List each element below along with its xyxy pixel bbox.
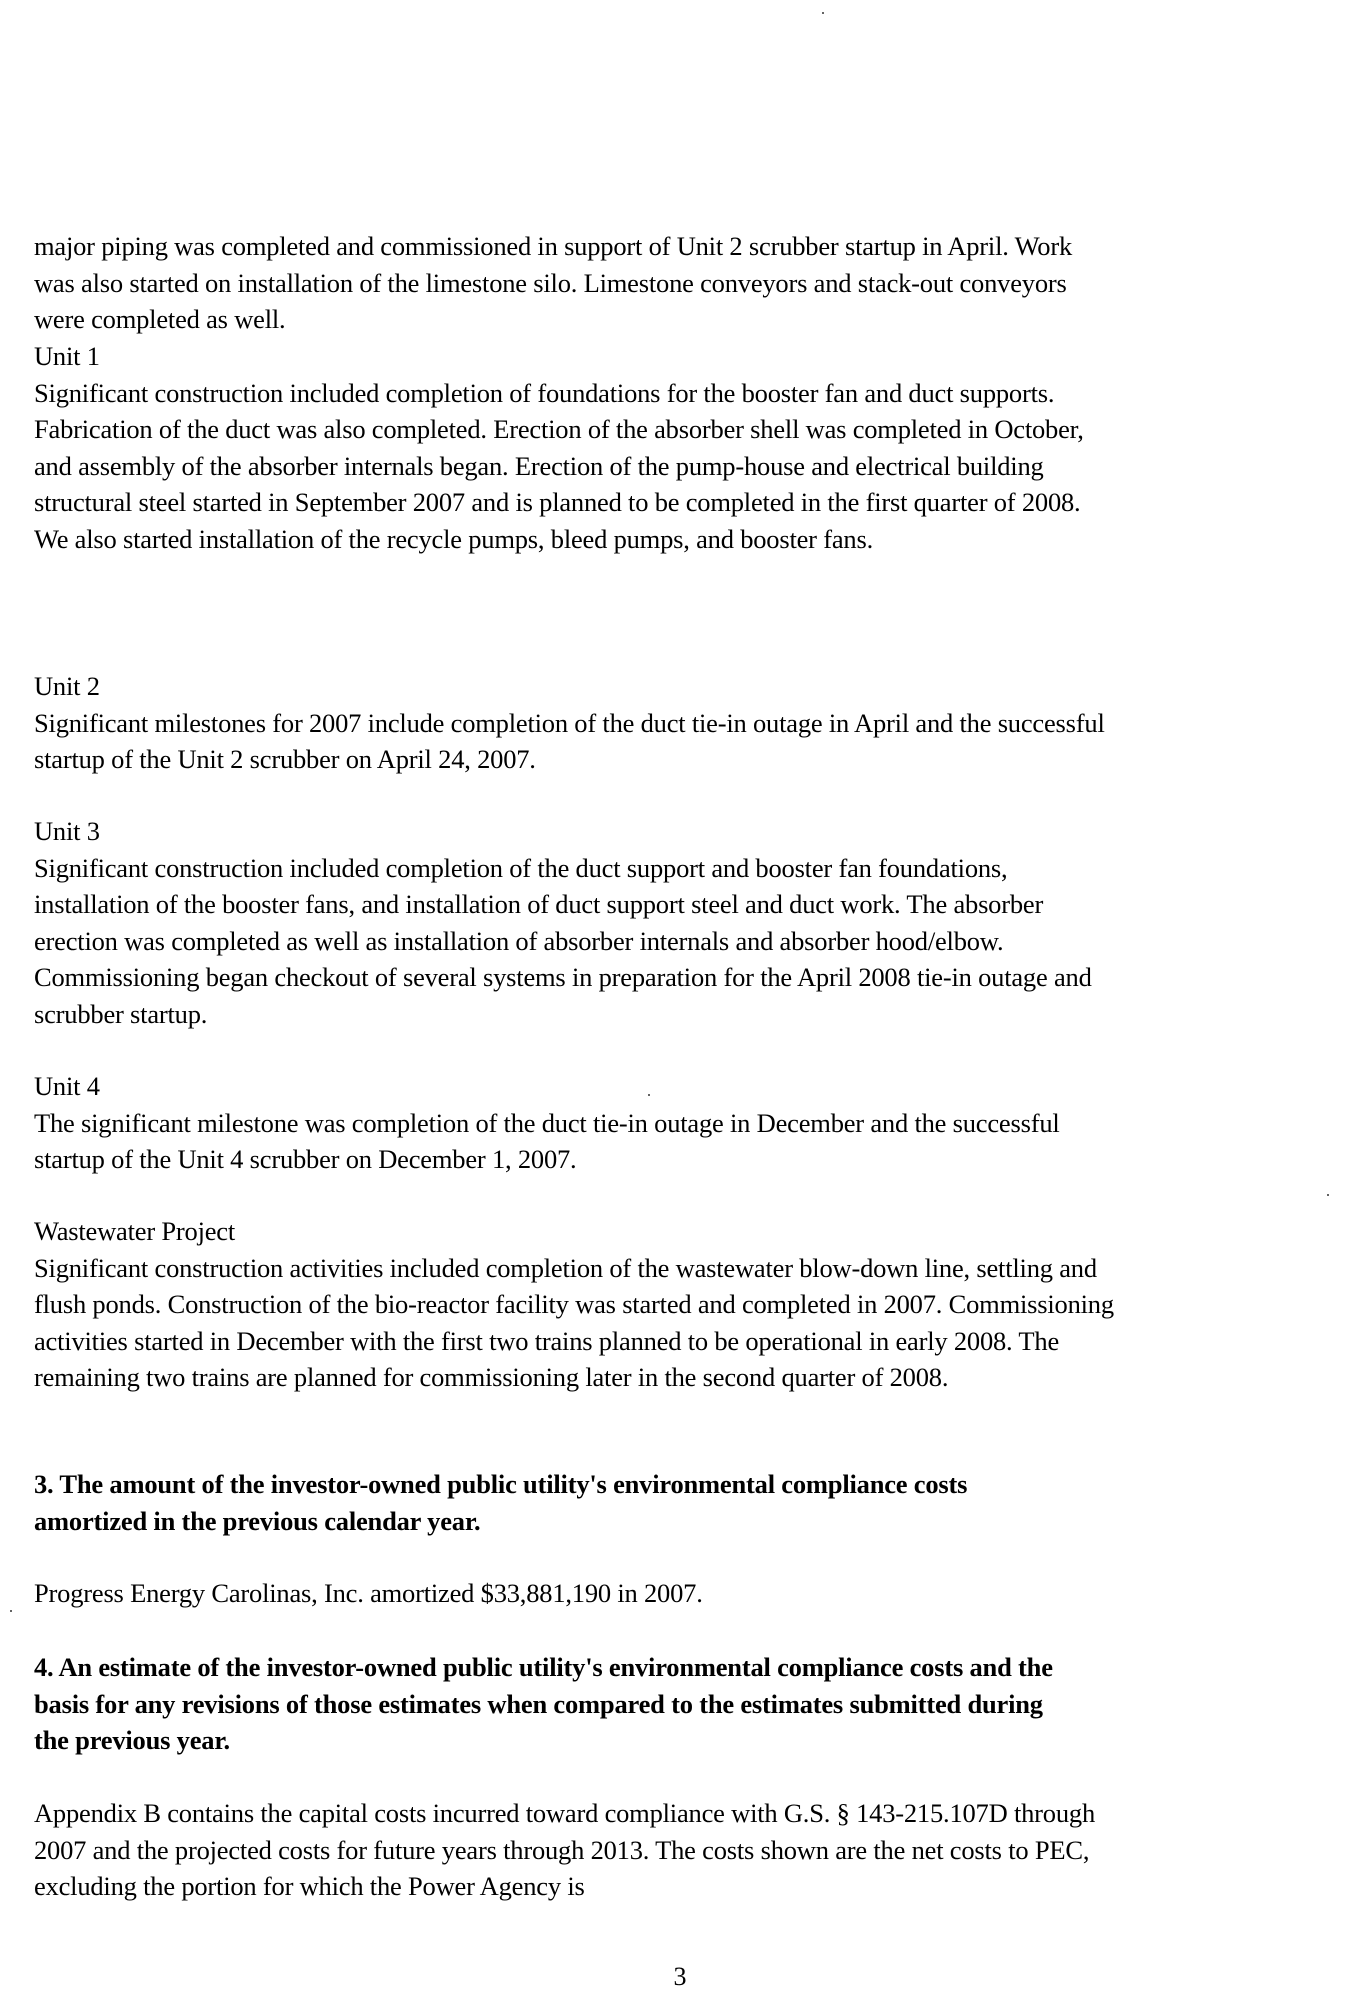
unit-2-section	[34, 668, 1114, 778]
unit-1-text: Significant construction included completion of foundations for the booster fan and duct supports. Fabrication of the duct was also completed. Erection of the absorber shell was completed in October, and assembly of the absorber internals began. Erection of the pump-house and electrical building structural steel started in September 2007 and is planned to be completed in the first quarter of 2008. We also started installation of the recycle pumps, bleed pumps, and booster fans.	[34, 377, 1084, 554]
answer-3: Progress Energy Carolinas, Inc. amortized $33,881,190 in 2007.	[34, 1578, 703, 1608]
unit-3-heading: Unit 3	[34, 816, 100, 846]
unit-4-text: The significant milestone was completion of the duct tie-in outage in December and the successful startup of the Unit 4 scrubber on December 1, 2007.	[34, 1107, 1060, 1174]
unit-2-heading: Unit 2	[34, 671, 100, 701]
scan-speck	[1327, 1194, 1329, 1196]
unit-4-heading: Unit 4	[34, 1071, 100, 1101]
unit-1-heading: Unit 1	[34, 341, 100, 371]
scan-speck	[648, 1094, 650, 1096]
unit-1-section	[34, 338, 1114, 557]
intro-paragraph-text: major piping was completed and commissioned in support of Unit 2 scrubber startup in April. Work was also started on installation of the limestone silo. Limestone conveyors and stack-out conveyors were completed as well.	[34, 231, 1073, 334]
unit-4-section	[34, 1068, 1114, 1178]
page-number: 3	[673, 1962, 687, 1991]
answer-4: Appendix B contains the capital costs incurred toward compliance with G.S. § 143-215.107D through 2007 and the projected costs for future years through 2013. The costs shown are the net costs to PEC, excluding the portion for which the Power Agency is	[34, 1798, 1095, 1901]
intro-paragraph	[34, 228, 1114, 338]
unit-2-text: Significant milestones for 2007 include completion of the duct tie-in outage in April and the successful startup of the Unit 2 scrubber on April 24, 2007.	[34, 707, 1105, 774]
wastewater-text: Significant construction activities included completion of the wastewater blow-down line, settling and flush ponds. Construction of the bio-reactor facility was started and completed in 2007. Commissioning activities started in December with the first two trains planned to be operational in early 2008. The remaining two trains are planned for commissioning later in the second quarter of 2008.	[34, 1252, 1114, 1392]
wastewater-section	[34, 1213, 1114, 1396]
question-4: 4. An estimate of the investor-owned public utility's environmental compliance costs and the basis for any revisions of those estimates when compared to the estimates submitted during the previous year.	[34, 1652, 1053, 1755]
wastewater-heading: Wastewater Project	[34, 1216, 236, 1246]
scan-speck	[10, 1610, 12, 1612]
unit-3-text: Significant construction included completion of the duct support and booster fan foundations, installation of the booster fans, and installation of duct support steel and duct work. The absorber erection was completed as well as installation of absorber internals and absorber hood/elbow. Commissioning began checkout of several systems in preparation for the April 2008 tie-in outage and scrubber startup.	[34, 852, 1092, 1029]
unit-3-section	[34, 813, 1114, 1032]
question-3: 3. The amount of the investor-owned public utility's environmental compliance costs amortized in the previous calendar year.	[34, 1469, 968, 1536]
scan-speck	[822, 12, 824, 14]
